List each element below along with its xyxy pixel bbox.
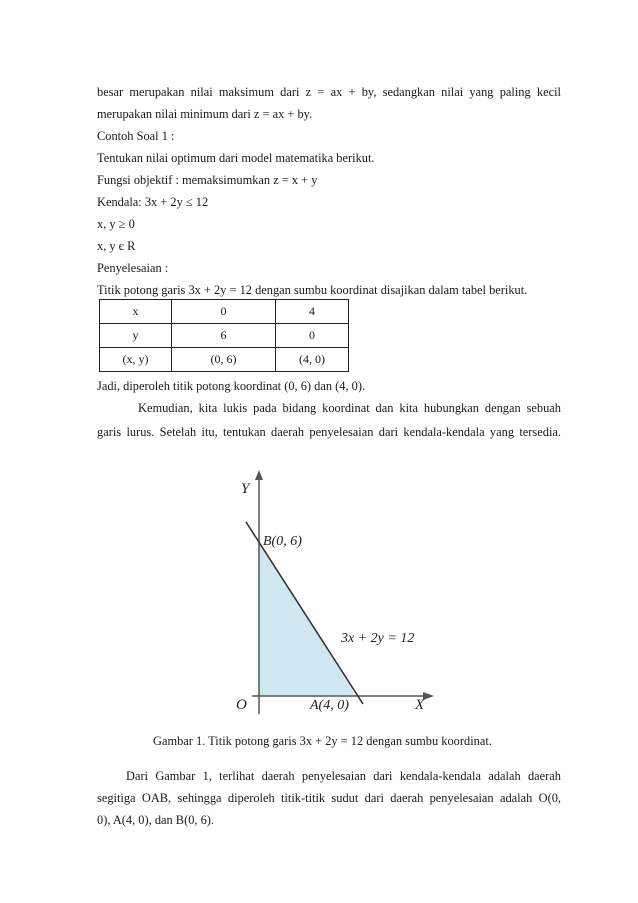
constraint-3: x, y є R — [97, 239, 136, 253]
paragraph-line: 0), A(4, 0), dan B(0, 6). — [97, 813, 215, 827]
paragraph-line: merupakan nilai minimum dari z = ax + by. — [97, 107, 313, 121]
table-row — [100, 348, 349, 372]
y-axis-label: Y — [241, 481, 250, 497]
table-cell: 6 — [172, 324, 276, 348]
coordinate-figure — [222, 466, 444, 714]
table-cell: (0, 6) — [172, 348, 276, 372]
table-cell: x — [100, 300, 172, 324]
x-axis-label: X — [415, 697, 425, 713]
line-equation-label: 3x + 2y = 12 — [341, 631, 415, 646]
objective-function: Fungsi objektif : memaksimumkan z = x + y — [97, 173, 318, 187]
table-row — [100, 300, 349, 324]
paragraph-line: Dari Gambar 1, terlihat daerah penyelesaian dari kendala-kendala adalah daerah — [126, 769, 561, 783]
table-cell: y — [100, 324, 172, 348]
table-intro: Titik potong garis 3x + 2y = 12 dengan sumbu koordinat disajikan dalam tabel berikut. — [97, 283, 528, 297]
figure-caption: Gambar 1. Titik potong garis 3x + 2y = 12 dengan sumbu koordinat. — [153, 734, 492, 748]
paragraph-line: besar merupakan nilai maksimum dari z = ax + by, sedangkan nilai yang paling kecil — [97, 85, 561, 99]
problem-statement: Tentukan nilai optimum dari model matematika berikut. — [97, 151, 375, 165]
paragraph-line: segitiga OAB, sehingga diperoleh titik-titik sudut dari daerah penyelesaian adalah O(0, — [97, 791, 561, 805]
table-row — [100, 324, 349, 348]
x-axis-arrow — [423, 692, 434, 700]
paragraph-line: Kemudian, kita lukis pada bidang koordinat dan kita hubungkan dengan sebuah — [138, 401, 561, 415]
y-axis-arrow — [255, 470, 263, 480]
paragraph-line: Jadi, diperoleh titik potong koordinat (0, 6) dan (4, 0). — [97, 379, 366, 393]
constraint-1: Kendala: 3x + 2y ≤ 12 — [97, 195, 209, 209]
constraint-2: x, y ≥ 0 — [97, 217, 135, 231]
table-cell: (4, 0) — [276, 348, 349, 372]
point-b-label: B(0, 6) — [263, 534, 302, 549]
solution-heading: Penyelesaian : — [97, 261, 169, 275]
table-cell: 0 — [172, 300, 276, 324]
paragraph-line: garis lurus. Setelah itu, tentukan daerah penyelesaian dari kendala-kendala yang tersedia. — [97, 425, 561, 439]
example-heading: Contoh Soal 1 : — [97, 129, 175, 143]
origin-label: O — [236, 697, 247, 713]
intercept-table — [99, 299, 349, 372]
table-cell: 4 — [276, 300, 349, 324]
table-cell: 0 — [276, 324, 349, 348]
point-a-label: A(4, 0) — [310, 698, 349, 713]
table-cell: (x, y) — [100, 348, 172, 372]
